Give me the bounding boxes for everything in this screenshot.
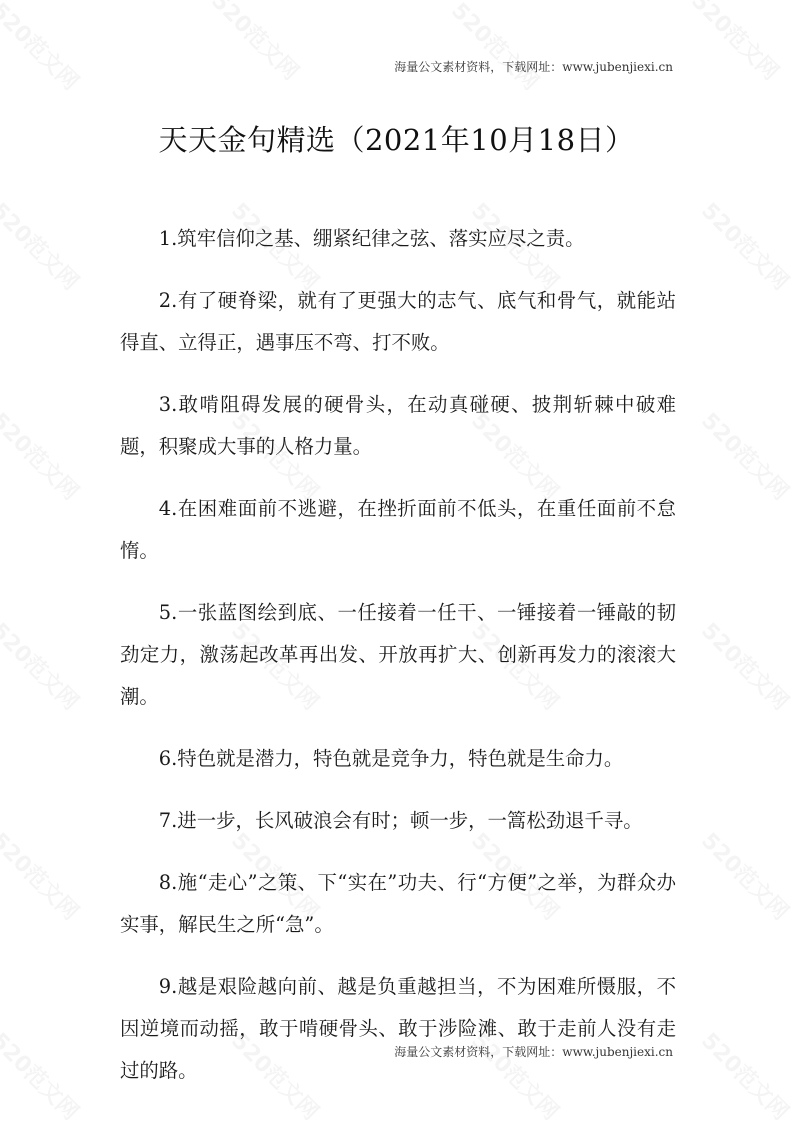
quote-paragraph-2: 2.有了硬脊梁，就有了更强大的志气、底气和骨气，就能站得直、立得正，遇事压不弯、打不败。 (120, 289, 676, 354)
watermark (695, 825, 793, 926)
watermark (205, 0, 306, 86)
quote-paragraph-7: 7.进一步，长风破浪会有时；顿一步，一篙松劲退千寻。 (158, 809, 643, 832)
page-title: 天天金句精选（2021年10月18日） (158, 123, 635, 157)
watermark (695, 405, 793, 506)
watermark (685, 0, 786, 86)
watermark (0, 615, 87, 716)
quote-paragraph-4: 4.在困难面前不逃避，在挫折面前不低头，在重任面前不怠惰。 (120, 497, 676, 562)
quote-paragraph-1: 1.筑牢信仰之基、绷紧纪律之弦、落实应尽之责。 (158, 227, 585, 250)
quote-paragraph-9: 9.越是艰险越向前、越是负重越担当，不为困难所慑服，不因逆境而动摇，敢于啃硬骨头、敢于涉险滩、敢于走前人没有走过的路。 (120, 975, 676, 1082)
footer-note: 海量公文素材资料，下载网址：www.jubenjiexi.cn (394, 1045, 673, 1059)
quote-paragraph-3: 3.敢啃阻碍发展的硬骨头，在动真碰硬、披荆斩棘中破难题，积聚成大事的人格力量。 (120, 393, 676, 458)
watermark (445, 0, 546, 96)
watermark (0, 0, 87, 96)
watermark (695, 195, 793, 296)
watermark (695, 615, 793, 716)
watermark (0, 1025, 87, 1122)
watermark (0, 825, 87, 926)
quote-paragraph-5: 5.一张蓝图绘到底、一任接着一任干、一锤接着一锤敲的韧劲定力，激荡起改革再出发、开放再扩大、创新再发力的滚滚大潮。 (120, 601, 676, 708)
watermark (0, 405, 87, 506)
watermark (0, 195, 87, 296)
header-note: 海量公文素材资料，下载网址：www.jubenjiexi.cn (394, 60, 673, 74)
quote-list (120, 218, 676, 1112)
quote-paragraph-6: 6.特色就是潜力，特色就是竞争力，特色就是生命力。 (158, 747, 624, 770)
quote-paragraph-8: 8.施“走心”之策、下“实在”功夫、行“方便”之举，为群众办实事，解民生之所“急”。 (120, 871, 676, 936)
watermark (695, 1025, 793, 1122)
